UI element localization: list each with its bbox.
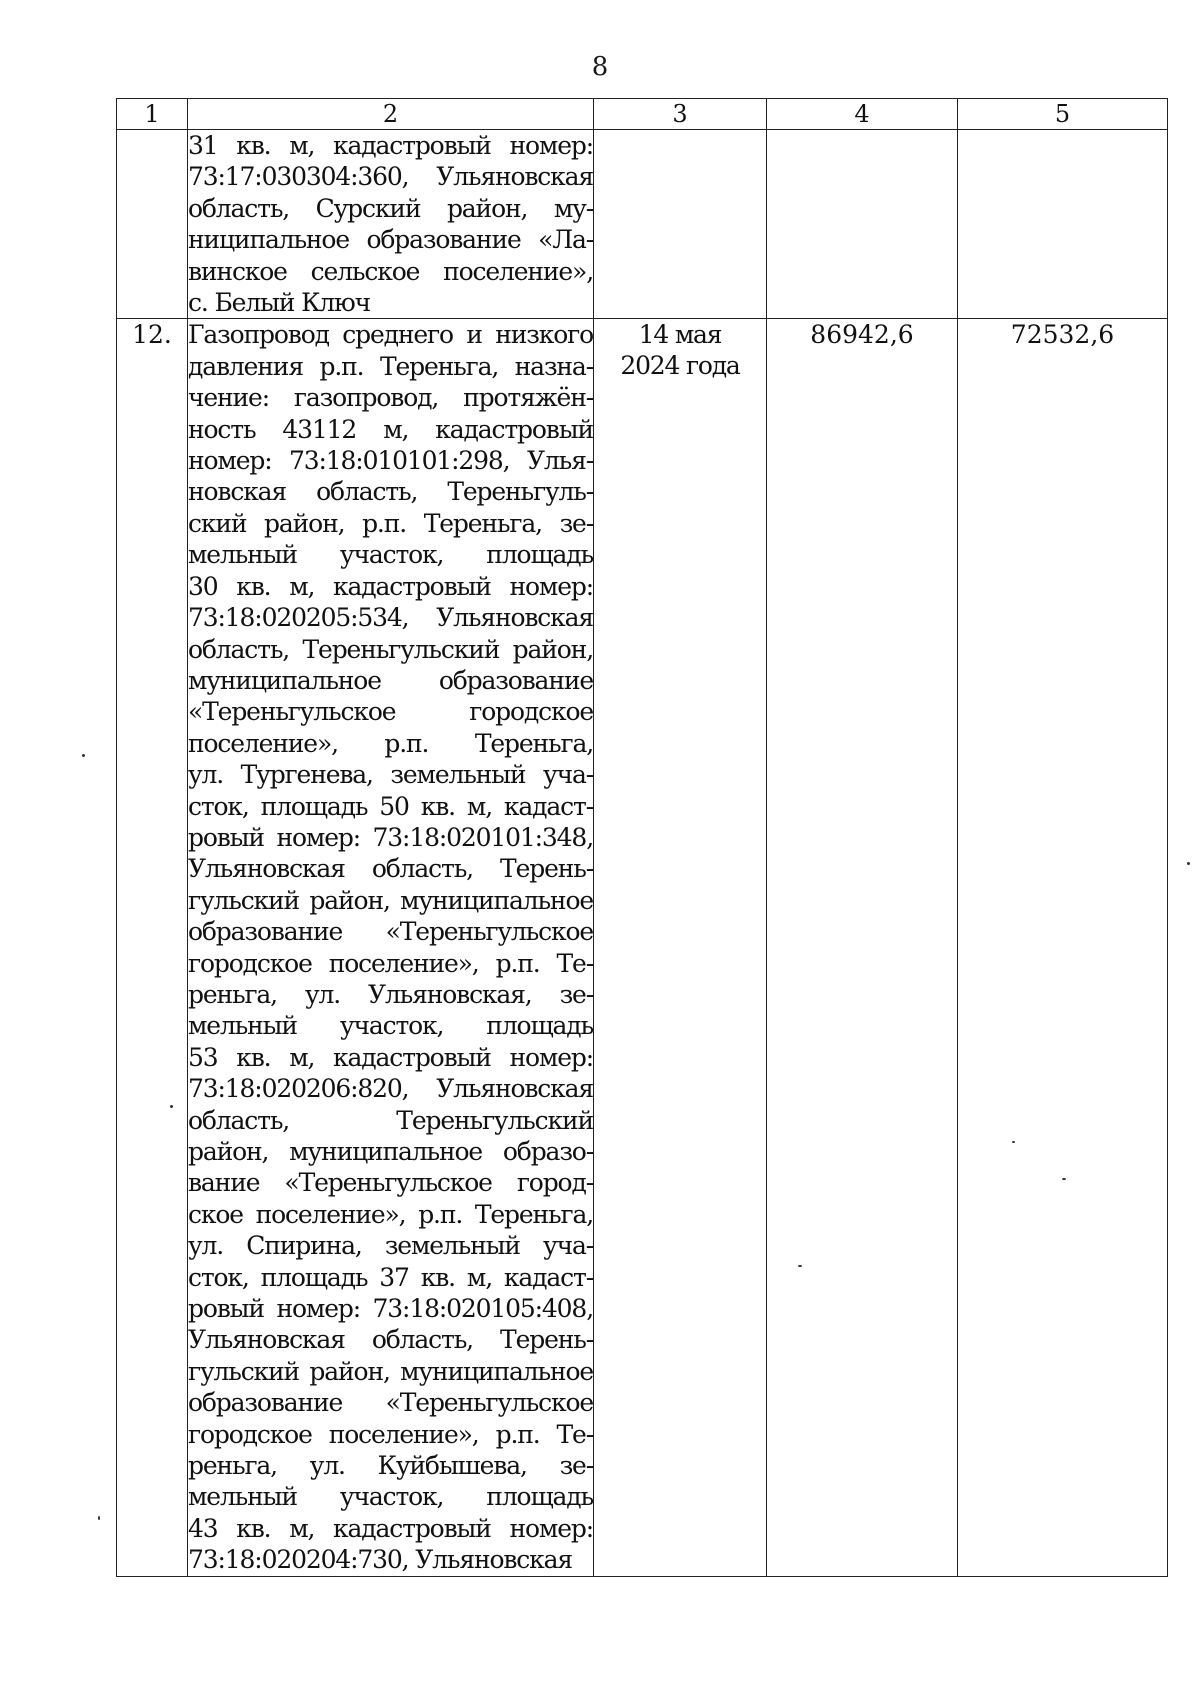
description-line: 73:18:020206:820, Ульяновская xyxy=(188,1074,593,1104)
scan-speck xyxy=(98,1516,100,1520)
value-cell-col4: 86942,6 xyxy=(767,319,958,1576)
value-cell-col5: 72532,6 xyxy=(958,319,1168,1576)
description-line: образование «Тереньгульское xyxy=(188,1388,593,1418)
description-lines xyxy=(188,319,593,1575)
description-line: мельный участок, площадь xyxy=(188,1482,593,1512)
table-row-continuation xyxy=(117,130,1168,319)
description-line: 43 кв. м, кадастровый номер: xyxy=(188,1513,593,1543)
column-header-1: 1 xyxy=(117,99,188,130)
column-header-5: 5 xyxy=(958,99,1168,130)
description-line: Ульяновская область, Терень- xyxy=(188,1325,593,1355)
description-line: Газопровод среднего и низкого xyxy=(188,320,593,350)
description-line: новская область, Тереньгуль- xyxy=(188,477,593,507)
description-line: область, Тереньгульский район, xyxy=(188,634,593,664)
description-line: область, Тереньгульский xyxy=(188,1105,593,1135)
object-description-cell xyxy=(188,130,594,319)
date-year: 2024 года xyxy=(620,351,740,381)
table-row-12 xyxy=(117,319,1168,1576)
description-line: 53 кв. м, кадастровый номер: xyxy=(188,1042,593,1072)
description-line: «Тереньгульское городское xyxy=(188,697,593,727)
scan-speck xyxy=(798,1265,802,1267)
description-line: ский район, р.п. Тереньга, зе- xyxy=(188,508,593,538)
date-cell xyxy=(594,130,767,319)
description-line: муниципальное образование xyxy=(188,665,593,695)
scan-speck xyxy=(82,754,85,757)
description-line: давления р.п. Тереньга, назна- xyxy=(188,351,593,381)
description-line: ровый номер: 73:18:020101:348, xyxy=(188,822,593,852)
scan-speck xyxy=(1062,1178,1066,1180)
column-header-4: 4 xyxy=(767,99,958,130)
description-line: 73:18:020205:534, Ульяновская xyxy=(188,603,593,633)
description-line: ровый номер: 73:18:020105:408, xyxy=(188,1294,593,1324)
row-number-cell: 12. xyxy=(117,319,188,1576)
description-line: номер: 73:18:010101:298, Улья- xyxy=(188,446,593,476)
description-line: поселение», р.п. Тереньга, xyxy=(188,728,593,758)
description-line: ность 43112 м, кадастровый xyxy=(188,414,593,444)
description-line: гульский район, муниципальное xyxy=(188,1356,593,1386)
column-header-2: 2 xyxy=(188,99,594,130)
description-line: образование «Тереньгульское xyxy=(188,917,593,947)
column-number-header-row xyxy=(117,99,1168,130)
date-day-month: 14 мая xyxy=(638,320,722,350)
column-header-3: 3 xyxy=(594,99,767,130)
description-line: вание «Тереньгульское город- xyxy=(188,1168,593,1198)
value-cell-col4 xyxy=(767,130,958,319)
description-line: сток, площадь 37 кв. м, кадаст- xyxy=(188,1262,593,1292)
description-line: 73:18:020204:730, Ульяновская xyxy=(188,1545,573,1575)
description-line: ул. Спирина, земельный уча- xyxy=(188,1231,593,1261)
description-line: ул. Тургенева, земельный уча- xyxy=(188,760,593,790)
date-cell xyxy=(594,319,767,1576)
description-line: 73:17:030304:360, Ульяновская xyxy=(188,162,593,192)
description-lines xyxy=(188,130,593,318)
description-line: сток, площадь 50 кв. м, кадаст- xyxy=(188,791,593,821)
description-line: мельный участок, площадь xyxy=(188,540,593,570)
registry-table xyxy=(116,98,1168,1577)
description-line: реньга, ул. Куйбышева, зе- xyxy=(188,1451,593,1481)
description-line: ниципальное образование «Ла- xyxy=(188,225,593,255)
description-line: винское сельское поселение», xyxy=(188,256,593,286)
description-line: городское поселение», р.п. Те- xyxy=(188,1419,593,1449)
page-number: 8 xyxy=(591,52,609,82)
description-line: 31 кв. м, кадастровый номер: xyxy=(188,131,593,160)
description-line: ское поселение», р.п. Тереньга, xyxy=(188,1199,593,1229)
description-line: мельный участок, площадь xyxy=(188,1011,593,1041)
description-line: чение: газопровод, протяжён- xyxy=(188,383,593,413)
object-description-cell xyxy=(188,319,594,1576)
description-line: Ульяновская область, Терень- xyxy=(188,854,593,884)
description-line: область, Сурский район, му- xyxy=(188,193,593,223)
value-cell-col5 xyxy=(958,130,1168,319)
scan-speck xyxy=(170,1105,173,1108)
scan-speck xyxy=(1012,1141,1015,1143)
description-line: с. Белый Ключ xyxy=(188,288,371,318)
description-line: реньга, ул. Ульяновская, зе- xyxy=(188,979,593,1009)
scan-speck xyxy=(1187,862,1190,865)
description-line: 30 кв. м, кадастровый номер: xyxy=(188,571,593,601)
row-number-cell xyxy=(117,130,188,319)
description-line: городское поселение», р.п. Те- xyxy=(188,948,593,978)
description-line: гульский район, муниципальное xyxy=(188,885,593,915)
description-line: район, муниципальное образо- xyxy=(188,1137,593,1166)
